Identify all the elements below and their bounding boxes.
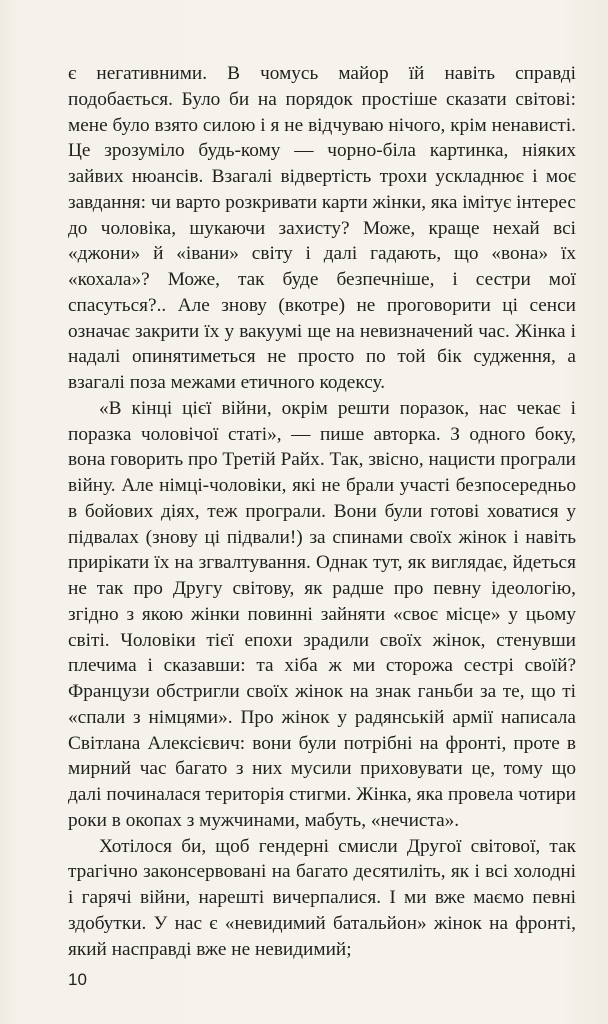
paragraph-3: Хотілося би, щоб гендерні смисли Другої світової, так трагічно законсервовані на багато десятиліть, як і всі холодні і гарячі війни, нарешті вичерпалися. І ми вже маємо певні здобутки. У нас є «невидимий батальйон» жінок на фронті, який насправді вже не невидимий;	[68, 835, 576, 960]
paragraph-2: «В кінці цієї війни, окрім решти поразок, нас чекає і поразка чоловічої статі», — пише авторка. З одного боку, вона говорить про Третій Райх. Так, звісно, нацисти програли війну. Але німці-чоловіки, які не брали участі безпосередньо в бойових діях, теж програли. Вони були готові ховатися у підвалах (знову ці підвали!) за спинами своїх жінок і навіть прирікати їх на згвалтування. Однак тут, як виглядає, йдеться не так про Другу світову, як радше про певну ідеологію, згідно з якою жінки повинні зайняти «своє місце» у цьому світі. Чоловіки тієї епохи зрадили своїх жінок, стенувши плечима і сказавши: та хіба ж ми сторожа сестрі своїй? Французи обстригли своїх жінок на знак ганьби за те, що ті «спали з німцями». Про жінок у радянській армії написала Світлана Алексієвич: вони були потрібні на фронті, проте в мирний час багато з них мусили приховувати це, тому що далі починалася територія стигми. Жінка, яка провела чотири роки в окопах з мужчинами, мабуть, «нечиста».	[68, 397, 577, 831]
body-text	[68, 61, 576, 962]
paragraph-1: є негативними. В чомусь майор їй навіть справді подобається. Було би на порядок простіше сказати світові: мене було взято силою і я не відчуваю нічого, крім ненависті. Це зрозуміло будь-кому — чорно-біла картинка, ніяких зайвих нюансів. Взагалі відвертість трохи ускладнює і моє завдання: чи варто розкривати карти жінки, яка імітує інтерес до чоловіка, шукаючи захисту? Може, краще нехай всі «джони» й «івани» світу і далі гадають, що «вона» їх «кохала»? Може, так буде безпечніше, і сестри мої спасуться?.. Але знову (вкотре) не проговорити ці сенси означає закрити їх у вакуумі ще на невизначений час. Жінка і надалі опинятиметься не просто по той бік судження, а взагалі поза межами етичного кодексу.	[68, 63, 576, 393]
page-number: 10	[68, 970, 87, 989]
